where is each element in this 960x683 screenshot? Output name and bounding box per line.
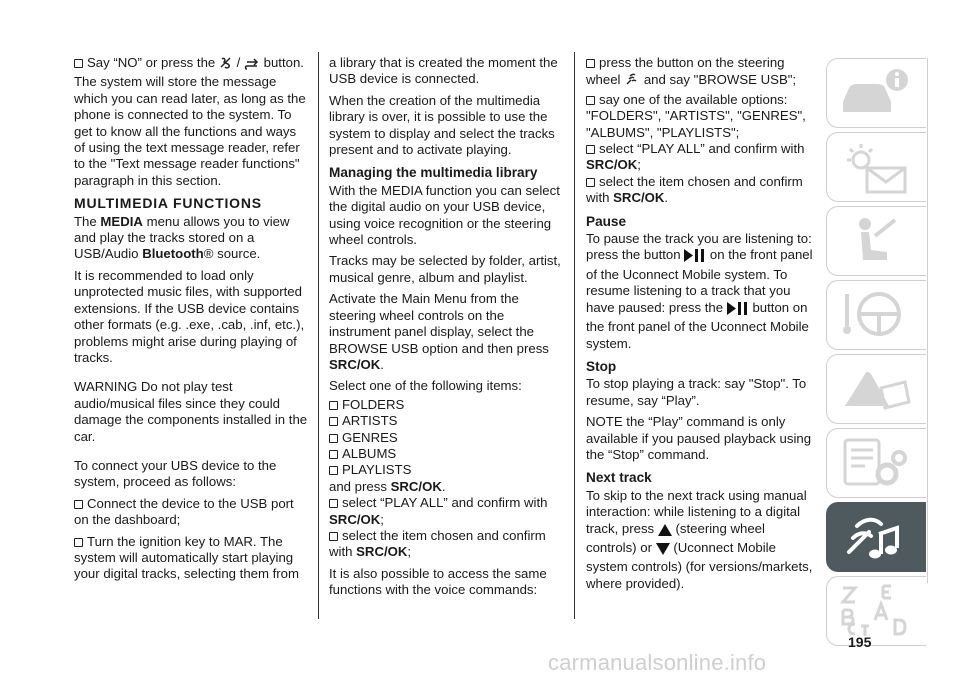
column-divider (318, 52, 319, 619)
hang-up-icon (244, 58, 260, 74)
bullet-icon (329, 401, 338, 410)
page-number: 195 (848, 634, 872, 650)
creation-paragraph: When the creation of the multimedia library is over, it is possible to use the system to display and select the tracks present and to activate playing. (329, 92, 555, 158)
section-heading: MULTIMEDIA FUNCTIONS (74, 195, 262, 212)
list-item: PLAYLISTS (329, 462, 563, 478)
tab-warning-lights[interactable] (826, 132, 926, 202)
tab-starting-driving[interactable] (826, 280, 926, 350)
select-one-paragraph: Select one of the following items: (329, 378, 522, 394)
tab-emergency[interactable] (826, 354, 926, 424)
bullet-icon (329, 434, 338, 443)
and-press-line: and press SRC/OK. (329, 478, 446, 494)
activate-paragraph: Activate the Main Menu from the steering wheel controls on the instrument panel display, select the BROWSE USB option and then press SRC/OK. (329, 291, 549, 372)
bullet-icon (329, 499, 338, 508)
tab-index[interactable] (826, 576, 926, 646)
play-pause-icon (727, 302, 749, 319)
steering-wheel-keys-icon (835, 286, 919, 344)
next-track-paragraph: To skip to the next track using manual interaction: while listening to a digital track, press (steering wheel controls) or (Uconnect Mobile system controls) (for versions/markets, where provided). (586, 487, 813, 591)
multimedia-music-icon (835, 508, 919, 566)
connect-intro: To connect your UBS device to the system, proceed as follows: (74, 457, 277, 490)
watermark: carmanualsonline.info (548, 650, 767, 675)
bullet-icon (586, 96, 595, 105)
phone-reject-icon (219, 56, 233, 74)
stop-paragraph: To stop playing a track: say "Stop". To resume, say “Play”. (586, 376, 807, 408)
bullet-connect: Connect the device to the USB port on the dashboard; (74, 495, 294, 528)
bullet-icon (74, 500, 83, 509)
car-info-icon (835, 64, 919, 122)
down-arrow-icon (656, 543, 670, 559)
bullet-turn: Turn the ignition key to MAR. The system will automatically start playing your digital tracks, selecting them from (74, 533, 300, 582)
subheading-next-track: Next track (586, 470, 652, 486)
bullet-select-play: select “PLAY ALL” and confirm with SRC/OK; (329, 495, 548, 527)
bullet-icon (586, 59, 595, 68)
bullet-icon (329, 466, 338, 475)
tab-safety[interactable] (826, 206, 926, 276)
bullet-icon (74, 59, 83, 68)
tracks-select-paragraph: Tracks may be selected by folder, artist, musical genre, album and playlist. (329, 253, 561, 285)
tab-multimedia[interactable] (826, 502, 926, 572)
column-3 (586, 55, 814, 597)
alphabetical-index-icon (835, 582, 919, 640)
warning-lights-envelope-icon (835, 138, 919, 196)
bullet-play-all: select “PLAY ALL” and confirm with SRC/OK; (586, 141, 805, 173)
library-continuation: a library that is created the moment the USB device is connected. (329, 55, 558, 87)
bullet-say-options: say one of the available options: "FOLDERS", "ARTISTS", "GENRES", "ALBUMS", "PLAYLISTS"; (586, 91, 806, 140)
subheading-managing: Managing the multimedia library (329, 165, 538, 181)
seat-airbag-icon (835, 212, 919, 270)
bullet-press-button: press the button on the steering wheel and say "BROWSE USB"; (586, 55, 814, 92)
column-1 (74, 55, 310, 588)
bullet-icon (329, 417, 338, 426)
bullet-icon (329, 450, 338, 459)
column-2 (329, 55, 563, 604)
recommended-paragraph: It is recommended to load only unprotected music files, with supported extensions. If the USB device contains other formats (e.g. .exe, .cab, .inf, etc.), problems might arise during playing of tracks. (74, 267, 305, 365)
list-item: GENRES (329, 430, 563, 446)
bullet-icon (586, 145, 595, 154)
warning-paragraph: WARNING Do not play test audio/musical files since they could damage the components installed in the car. (74, 379, 308, 444)
subheading-stop: Stop (586, 358, 617, 374)
media-paragraph: The MEDIA menu allows you to view and play the tracks stored on a USB/Audio Bluetooth® source. (74, 213, 290, 262)
tab-servicing[interactable] (826, 428, 926, 498)
bullet-select-item: select the item chosen and confirm with SRC/OK. (586, 173, 803, 206)
tab-dashboard[interactable] (826, 58, 926, 128)
play-pause-icon (684, 249, 706, 266)
list-item: ARTISTS (329, 413, 563, 429)
list-item: FOLDERS (329, 397, 563, 413)
column-divider (574, 52, 575, 619)
up-arrow-icon (658, 524, 672, 540)
bullet-select-item: select the item chosen and confirm with SRC/OK; (329, 527, 546, 560)
note-paragraph: NOTE the “Play” command is only available if you paused playback using the “Stop” command. (586, 414, 812, 462)
bullet-icon (329, 532, 338, 541)
say-no-paragraph: Say “NO” or press the / button. The system will store the message which you can read later, as long as the phone is connected to the system. To get to know all the functions and ways of using the text message reader, refer to the "Text message reader functions" paragraph in this section. (74, 55, 306, 188)
voice-command-icon (624, 71, 640, 91)
maintenance-gears-icon (835, 434, 919, 492)
index-tabs (826, 58, 928, 650)
select-audio-paragraph: With the MEDIA function you can select the digital audio on your USB device, using voice recognition or the steering wheel controls. (329, 182, 560, 248)
warning-triangle-road-icon (835, 360, 919, 418)
item-list (329, 397, 563, 479)
bullet-icon (586, 178, 595, 187)
list-item: ALBUMS (329, 446, 563, 462)
bullet-icon (74, 538, 83, 547)
pause-paragraph: To pause the track you are listening to: press the button on the front panel of the Uconnect Mobile system. To resume listening to a track that you have paused: press the button on the front panel of the Uconnect Mobile system. (586, 231, 813, 351)
subheading-pause: Pause (586, 213, 627, 229)
voice-paragraph: It is also possible to access the same functions with the voice commands: (329, 565, 547, 598)
